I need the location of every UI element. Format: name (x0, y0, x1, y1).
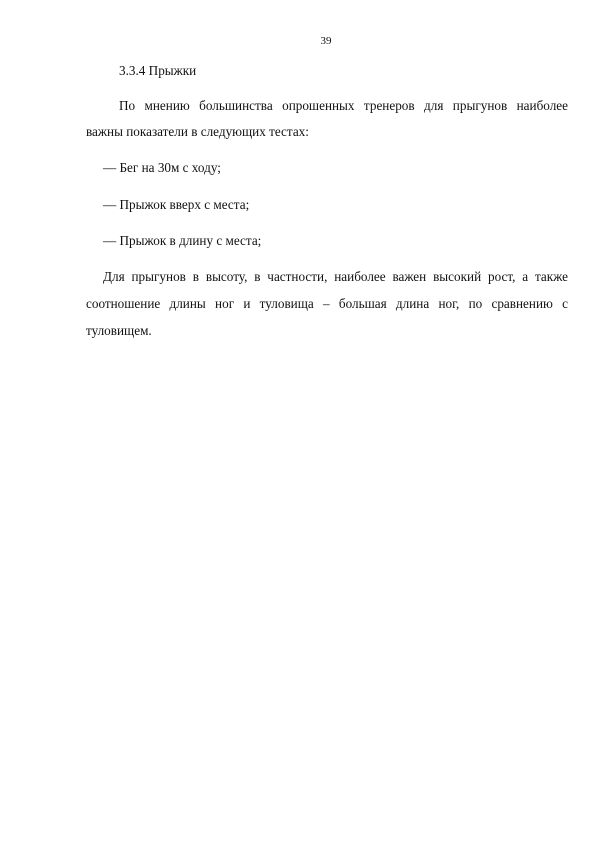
section-heading: 3.3.4 Прыжки (119, 63, 197, 78)
page-number: 39 (320, 35, 332, 47)
list-item: — Прыжок вверх с места; (103, 197, 250, 212)
paragraph-1-line-2: важны показатели в следующих тестах: (86, 124, 309, 139)
paragraph-2-line-2: соотношение длины ног и туловища – большая длина ног, по сравнению с (86, 296, 568, 311)
paragraph-2-line-3: туловищем. (86, 323, 152, 338)
list-item: — Бег на 30м с ходу; (103, 160, 221, 175)
paragraph-1-line-1: По мнению большинства опрошенных тренеров для прыгунов наиболее (119, 98, 568, 113)
paragraph-2-line-1: Для прыгунов в высоту, в частности, наиболее важен высокий рост, а также (103, 269, 568, 284)
list-item: — Прыжок в длину с места; (103, 233, 262, 248)
